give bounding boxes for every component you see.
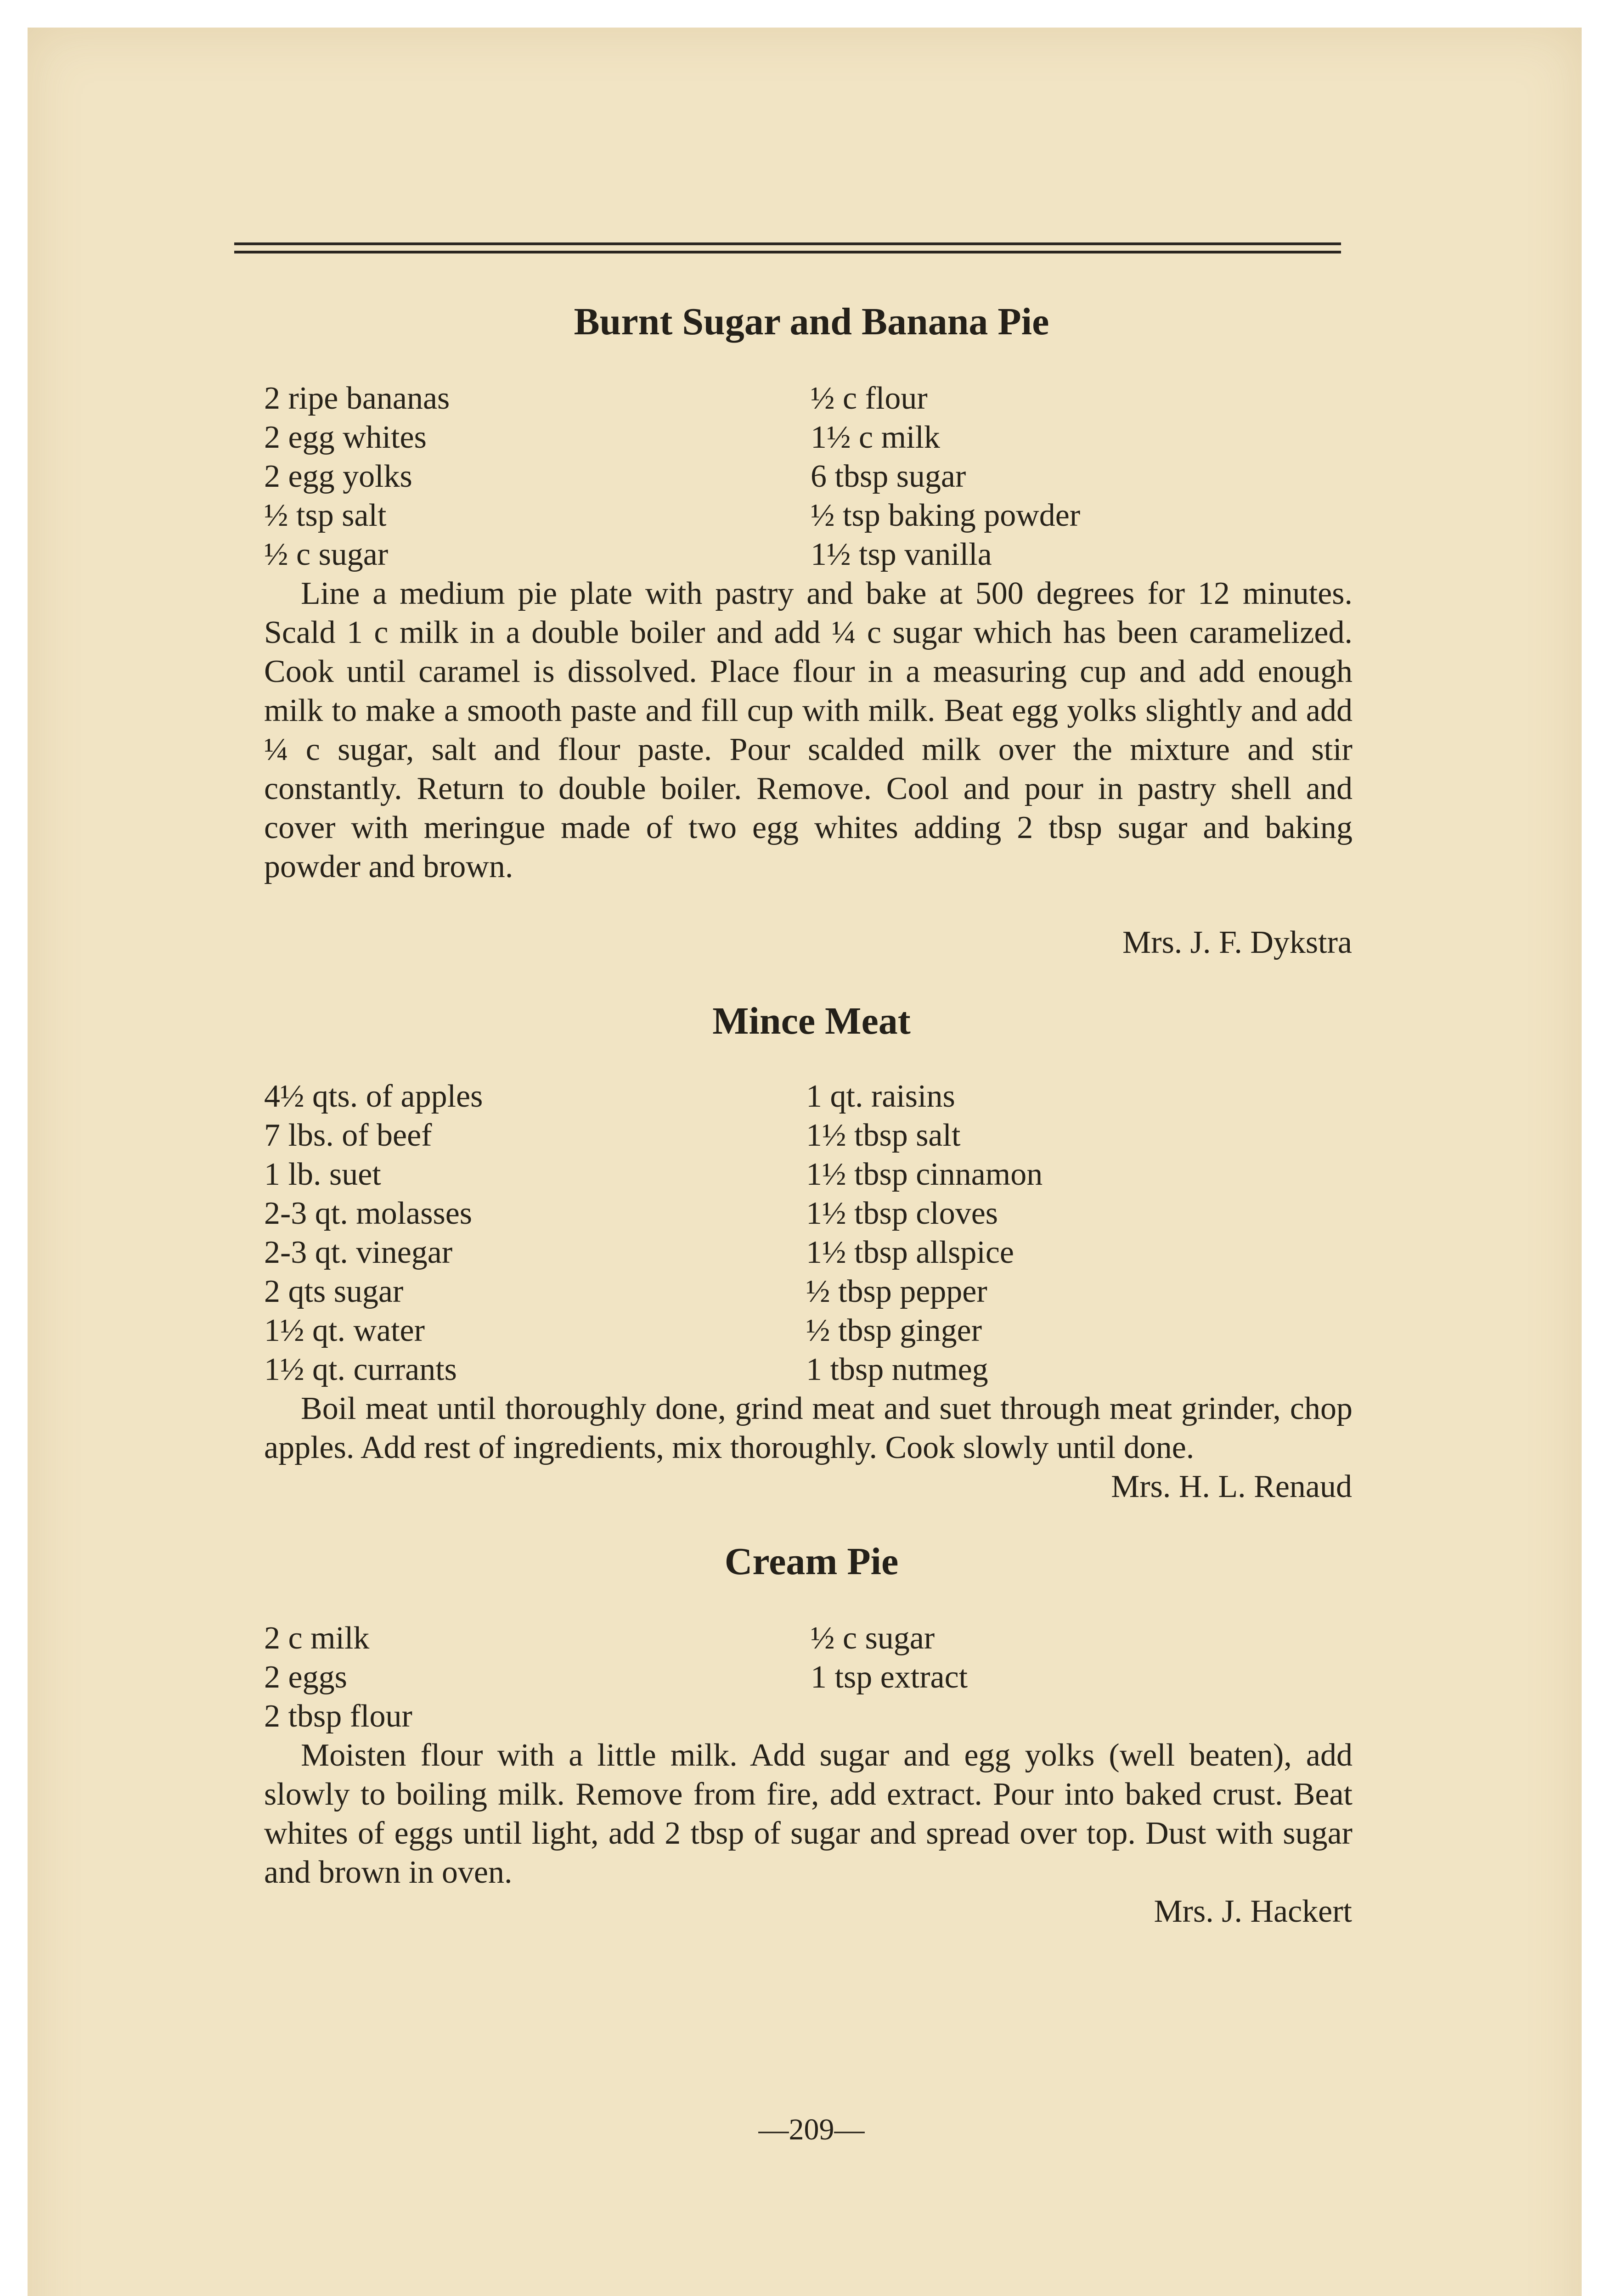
ingredient-list-right (811, 379, 1080, 574)
ingredient: 2 eggs (264, 1660, 347, 1695)
recipe-title: Cream Pie (724, 1540, 899, 1583)
ingredient: 1½ qt. currants (264, 1352, 457, 1387)
ingredient-list-left (264, 1619, 412, 1736)
ingredient: 2 ripe bananas (264, 381, 450, 416)
ingredient: ½ tbsp pepper (806, 1274, 987, 1309)
ingredient-list-right (806, 1077, 1043, 1389)
ingredient: 1 tsp extract (811, 1660, 968, 1695)
recipe-contributor: Mrs. H. L. Renaud (1111, 1469, 1352, 1504)
recipe-title: Mince Meat (712, 1000, 911, 1042)
ingredient: ½ c sugar (811, 1621, 935, 1656)
ingredient: 4½ qts. of apples (264, 1079, 483, 1114)
ingredient: 1½ tbsp cloves (806, 1196, 998, 1231)
ingredient: 1½ c milk (811, 420, 940, 455)
ingredient: 1 tbsp nutmeg (806, 1352, 988, 1387)
recipe-contributor: Mrs. J. Hackert (1154, 1894, 1352, 1929)
ingredient: ½ tbsp ginger (806, 1313, 982, 1348)
ingredient: 1½ qt. water (264, 1313, 425, 1348)
top-rule (234, 242, 1341, 245)
ingredient: 6 tbsp sugar (811, 459, 966, 494)
ingredient: 1½ tsp vanilla (811, 537, 992, 572)
ingredient-list-left (264, 379, 450, 574)
recipe-directions: Moisten flour with a little milk. Add sugar and egg yolks (well beaten), add slowly to boiling milk. Remove from fire, add extract. Pour into baked crust. Beat whites of eggs until light, add 2 tbsp of sugar and spread over top. Dust with sugar and brown in oven. (264, 1738, 1352, 1890)
ingredient: ½ c sugar (264, 537, 389, 572)
ingredient: 1½ tbsp allspice (806, 1235, 1014, 1270)
ingredient: 1½ tbsp cinnamon (806, 1157, 1043, 1192)
ingredient: 2 egg yolks (264, 459, 412, 494)
book-page (28, 28, 1582, 2296)
ingredient: 2-3 qt. vinegar (264, 1235, 453, 1270)
ingredient-list-left (264, 1077, 483, 1389)
ingredient: 1 qt. raisins (806, 1079, 955, 1114)
ingredient-list-right (811, 1619, 968, 1697)
ingredient: 1 lb. suet (264, 1157, 381, 1192)
ingredient: ½ tsp salt (264, 498, 387, 533)
ingredient: 2 qts sugar (264, 1274, 404, 1309)
ingredient: ½ c flour (811, 381, 928, 416)
ingredient: 2 tbsp flour (264, 1699, 412, 1734)
recipe-directions: Boil meat until thoroughly done, grind meat and suet through meat grinder, chop apples. Add rest of ingredients, mix thoroughly. Cook slowly until done. (264, 1391, 1352, 1465)
ingredient: 2 c milk (264, 1621, 370, 1656)
top-rule-lower (234, 251, 1341, 253)
recipe-directions: Line a medium pie plate with pastry and bake at 500 degrees for 12 minutes. Scald 1 c milk in a double boiler and add ¼ c sugar which has been caramelized. Cook until caramel is dissolved. Place flour in a measuring cup and add enough milk to make a smooth paste and fill cup with milk. Beat egg yolks slightly and add ¼ c sugar, salt and flour paste. Pour scalded milk over the mixture and stir constantly. Return to double boiler. Remove. Cool and pour in pastry shell and cover with meringue made of two egg whites adding 2 tbsp sugar and baking powder and brown. (264, 576, 1352, 884)
ingredient: 7 lbs. of beef (264, 1118, 432, 1153)
ingredient: ½ tsp baking powder (811, 498, 1081, 533)
ingredient: 2 egg whites (264, 420, 427, 455)
ingredient: 1½ tbsp salt (806, 1118, 961, 1153)
recipe-title: Burnt Sugar and Banana Pie (574, 300, 1049, 343)
recipe-contributor: Mrs. J. F. Dykstra (1122, 925, 1352, 960)
page-number: —209— (758, 2113, 865, 2146)
ingredient: 2-3 qt. molasses (264, 1196, 473, 1231)
